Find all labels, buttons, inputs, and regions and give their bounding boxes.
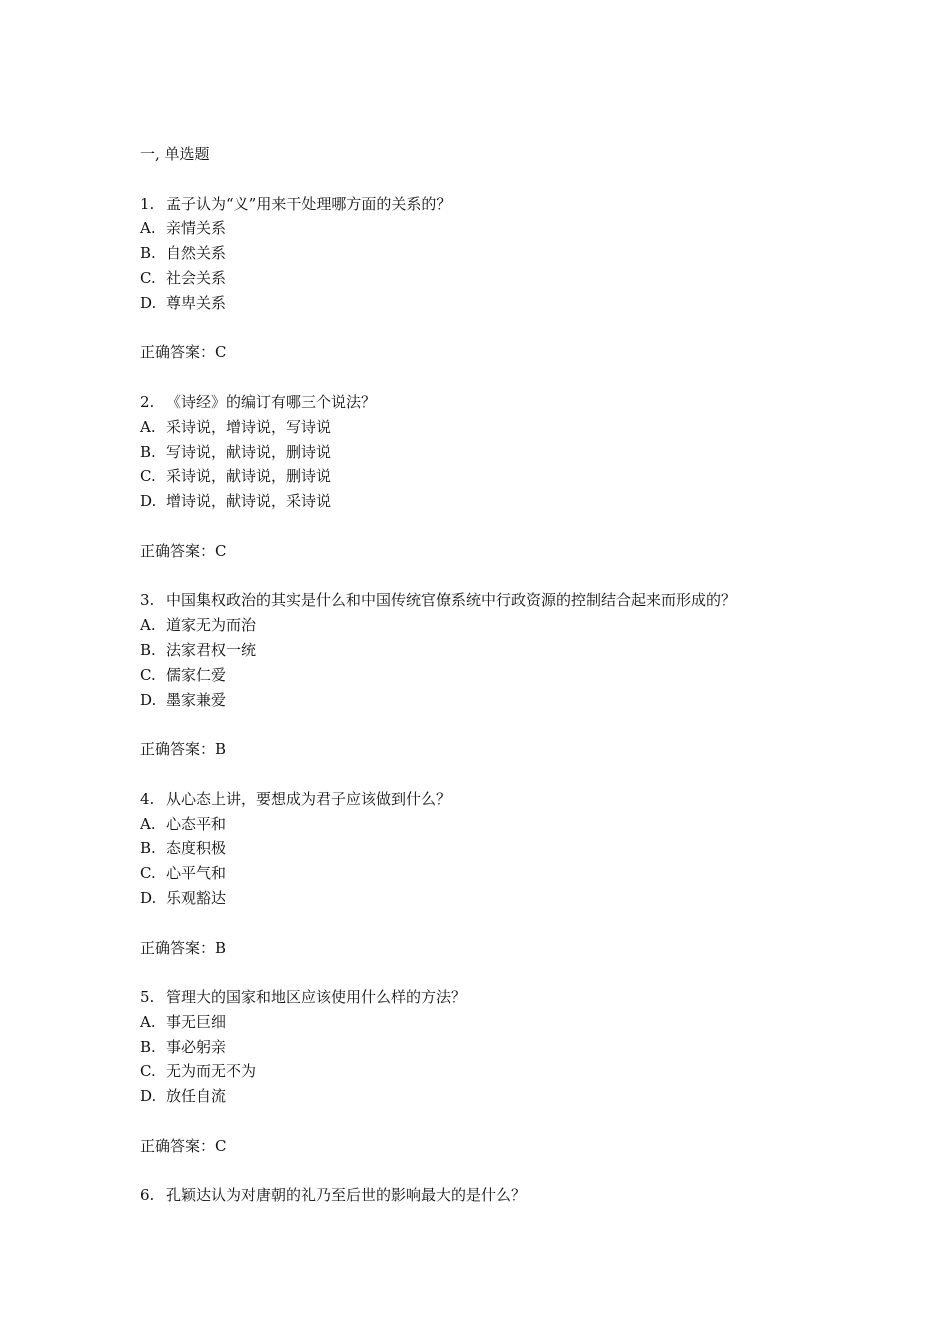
question-number: 5. [140, 988, 155, 1007]
option-a [140, 613, 900, 638]
option-c [140, 266, 900, 291]
option-label: A. [140, 1012, 156, 1031]
question-number: 4. [140, 789, 155, 808]
option-b [140, 241, 900, 266]
option-b [140, 440, 900, 465]
option-text: 自然关系 [166, 244, 227, 263]
option-label: C. [140, 665, 156, 684]
option-a [140, 812, 900, 837]
option-b [140, 1035, 900, 1060]
option-label: A. [140, 814, 156, 833]
question-text: 管理大的国家和地区应该使用什么样的方法？ [166, 988, 467, 1007]
option-text: 无为而无不为 [166, 1062, 257, 1081]
question-stem [140, 985, 900, 1010]
option-text: 写诗说，献诗说，删诗说 [166, 442, 332, 461]
option-text: 态度积极 [166, 839, 227, 858]
option-text: 放任自流 [166, 1087, 227, 1106]
option-text: 采诗说，增诗说，写诗说 [166, 417, 332, 436]
option-text: 乐观豁达 [166, 888, 227, 907]
question-stem [140, 390, 900, 415]
option-d [140, 886, 900, 911]
question-text: 中国集权政治的其实是什么和中国传统官僚系统中行政资源的控制结合起来而形成的？ [166, 591, 737, 610]
option-label: D. [140, 293, 157, 312]
question-text: 孟子认为“义”用来干处理哪方面的关系的？ [166, 194, 452, 213]
option-text: 事必躬亲 [166, 1037, 227, 1056]
option-label: D. [140, 1087, 157, 1106]
question-5 [140, 985, 900, 1159]
question-2 [140, 390, 900, 564]
option-text: 儒家仁爱 [166, 665, 227, 684]
option-d [140, 489, 900, 514]
option-c [140, 464, 900, 489]
option-c [140, 861, 900, 886]
option-label: B. [140, 1037, 156, 1056]
question-number: 1. [140, 194, 155, 213]
option-text: 法家君权一统 [166, 640, 257, 659]
question-1 [140, 192, 900, 366]
document-page [140, 142, 900, 1208]
option-text: 采诗说，献诗说，删诗说 [166, 467, 332, 486]
question-stem [140, 588, 900, 613]
option-c [140, 1059, 900, 1084]
answer-value: C [215, 343, 227, 362]
answer-prefix: 正确答案： [140, 343, 216, 362]
question-stem [140, 192, 900, 217]
answer-value: B [215, 740, 227, 759]
question-stem [140, 787, 900, 812]
option-label: D. [140, 690, 157, 709]
question-number: 3. [140, 591, 155, 610]
option-text: 事无巨细 [166, 1012, 227, 1031]
option-text: 亲情关系 [166, 219, 227, 238]
option-text: 心平气和 [166, 864, 227, 883]
option-text: 道家无为而治 [166, 616, 257, 635]
option-a [140, 415, 900, 440]
answer-value: C [215, 541, 227, 560]
option-label: A. [140, 417, 156, 436]
option-label: C. [140, 1062, 156, 1081]
section-title: 一, 单选题 [140, 145, 210, 163]
option-label: A. [140, 616, 156, 635]
answer-prefix: 正确答案： [140, 541, 216, 560]
option-label: B. [140, 244, 156, 263]
option-c [140, 663, 900, 688]
question-text: 从心态上讲，要想成为君子应该做到什么？ [166, 789, 452, 808]
question-3 [140, 588, 900, 762]
correct-answer [140, 340, 900, 365]
option-d [140, 688, 900, 713]
question-list [140, 192, 900, 1209]
option-text: 尊卑关系 [166, 293, 227, 312]
question-text: 孔颖达认为对唐朝的礼乃至后世的影响最大的是什么？ [166, 1186, 527, 1205]
option-label: B. [140, 442, 156, 461]
option-text: 心态平和 [166, 814, 227, 833]
option-label: C. [140, 268, 156, 287]
answer-prefix: 正确答案： [140, 938, 216, 957]
correct-answer [140, 539, 900, 564]
answer-prefix: 正确答案： [140, 1136, 216, 1155]
option-text: 增诗说，献诗说，采诗说 [166, 492, 332, 511]
question-stem [140, 1183, 900, 1208]
option-b [140, 638, 900, 663]
option-label: D. [140, 492, 157, 511]
option-d [140, 1084, 900, 1109]
option-label: A. [140, 219, 156, 238]
question-4 [140, 787, 900, 961]
option-text: 墨家兼爱 [166, 690, 227, 709]
option-a [140, 1010, 900, 1035]
question-text: 《诗经》的编订有哪三个说法？ [166, 392, 377, 411]
question-number: 6. [140, 1186, 155, 1205]
option-a [140, 216, 900, 241]
question-6 [140, 1183, 900, 1208]
correct-answer [140, 1134, 900, 1159]
option-label: B. [140, 839, 156, 858]
option-label: B. [140, 640, 156, 659]
option-label: C. [140, 467, 156, 486]
option-b [140, 836, 900, 861]
question-number: 2. [140, 392, 155, 411]
option-d [140, 291, 900, 316]
answer-value: B [215, 938, 227, 957]
option-label: C. [140, 864, 156, 883]
option-label: D. [140, 888, 157, 907]
answer-prefix: 正确答案： [140, 740, 216, 759]
correct-answer [140, 936, 900, 961]
correct-answer [140, 737, 900, 762]
answer-value: C [215, 1136, 227, 1155]
option-text: 社会关系 [166, 268, 227, 287]
